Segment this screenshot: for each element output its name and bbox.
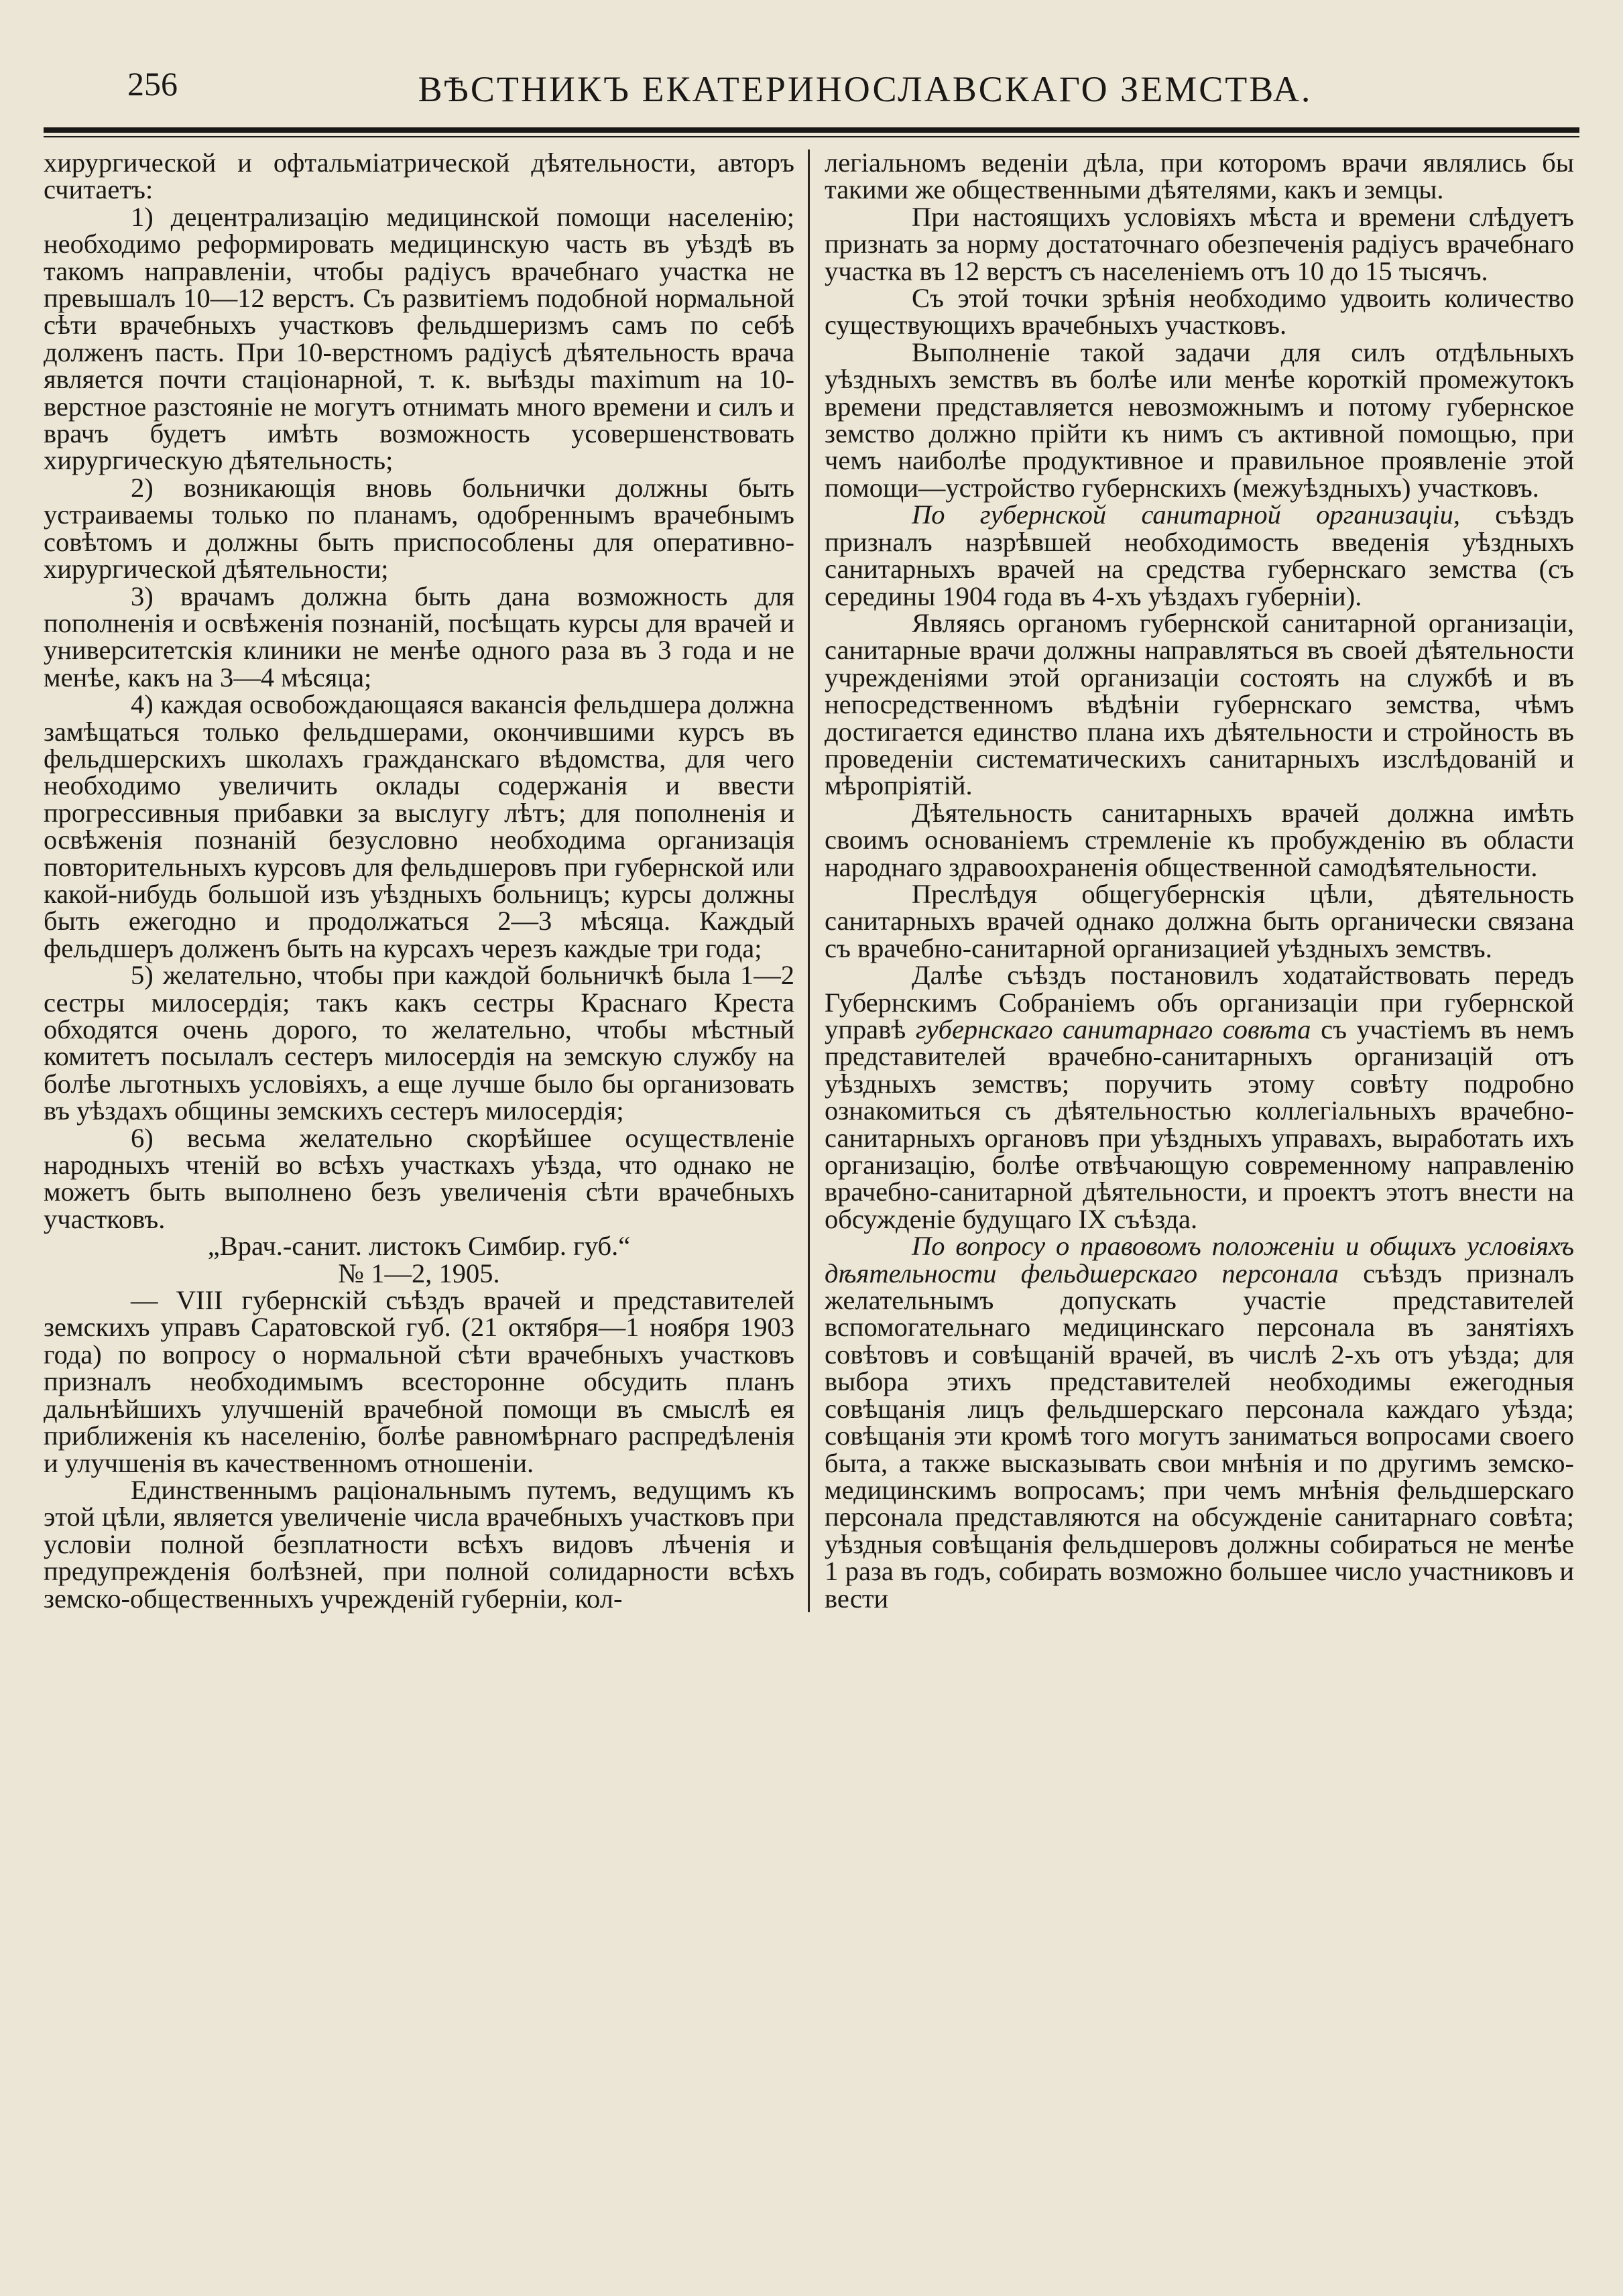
paragraph-text: съѣздъ призналъ назрѣвшей необходимость введенія уѣздныхъ санитарныхъ врачей на средства губернскаго земства (съ середины 1904 года въ 4-хъ уѣздахъ губерніи). [825,499,1574,611]
page-header [44,64,1579,127]
paragraph: Преслѣдуя общегубернскія цѣли, дѣятельность санитарныхъ врачей однако должна быть органически связана съ врачебно-санитарной организацией уѣздныхъ земствъ. [825,878,1574,963]
source-citation-issue: № 1—2, 1905. [338,1258,500,1288]
paragraph: 1) децентрализацію медицинской помощи населенію; необходимо реформировать медицинскую часть въ уѣздѣ въ такомъ направленіи, чтобы радіусъ врачебнаго участка не превышалъ 10—12 верстъ. Съ развитіемъ подобной нормальной сѣти врачебныхъ участковъ фельдшеризмъ самъ по себѣ долженъ пасть. При 10-верстномъ радіусѣ дѣятельность врача является почти стаціонарной, т. к. выѣзды maximum на 10-верстное разстояніе не могутъ отнимать много времени и силъ и врачъ будетъ имѣть возможность усовершенствовать хирургическую дѣятельность; [44,201,794,476]
paragraph-text: съѣздъ призналъ желательнымъ допускать участіе представителей вспомогательнаго медицинскаго персонала въ занятіяхъ совѣтовъ и совѣщаній врачей, въ числѣ 2-хъ отъ уѣзда; для выбора этихъ представителей необходимы ежегодныя совѣщанія лицъ фельдшерскаго персонала каждаго уѣзда; совѣщанія эти кромѣ того могутъ заниматься вопросами своего быта, а также высказывать свои мнѣнія и по другимъ земско-медицинскимъ вопросамъ; при чемъ мнѣнія фельдшерскаго персонала представляются на обсужденіе санитарнаго совѣта; уѣздныя совѣщанія фельдшеровъ должны собираться не менѣе 1 раза въ годъ, собирать возможно большее число участниковъ и вести [825,1258,1574,1614]
right-column [810,149,1574,1612]
italic-term: губернскаго санитарнаго совѣта [915,1014,1311,1044]
paragraph: 5) желательно, чтобы при каждой больничкѣ была 1—2 сестры милосердія; такъ какъ сестры Краснаго Креста обходятся очень дорого, то желательно, чтобы мѣстный комитетъ посылалъ сестеръ милосердія на земскую службу на болѣе льготныхъ условіяхъ, а еще лучше было бы организовать въ уѣздахъ общины земскихъ сестеръ милосердія; [44,960,794,1126]
left-column [44,149,808,1612]
paragraph [825,501,1574,610]
paragraph: Съ этой точки зрѣнія необходимо удвоить количество существующихъ врачебныхъ участковъ. [825,283,1574,341]
page-number: 256 [127,65,178,103]
header-rule-thick [44,127,1579,133]
paragraph [825,1233,1574,1612]
header-rule-thin [44,136,1579,137]
paragraph: 6) весьма желательно скорѣйшее осуществленіе народныхъ чтеній во всѣхъ участкахъ уѣзда, что однако не можетъ быть выполнено безъ увеличенія сѣти врачебныхъ участковъ. [44,1122,794,1234]
paragraph: Дѣятельность санитарныхъ врачей должна имѣть своимъ основаніемъ стремленіе къ пробужденію въ области народнаго здравоохраненія общественной самодѣятельности. [825,797,1574,882]
italic-heading: По вопросу о правовомъ положеніи и общихъ условіяхъ дѣятельности фельдшерскаго персонала [825,1231,1574,1288]
paragraph: При настоящихъ условіяхъ мѣста и времени слѣдуетъ признать за норму достаточнаго обезпеченія радіусъ врачебнаго участка въ 12 верстъ съ населеніемъ отъ 10 до 15 тысячъ. [825,201,1574,286]
paragraph: 3) врачамъ должна быть дана возможность для пополненія и освѣженія познаній, посѣщать курсы для врачей и университетскія клиники не менѣе одного раза въ 3 года и не менѣе, какъ на 3—4 мѣсяца; [44,581,794,692]
paragraph [825,962,1574,1233]
paragraph: легіальномъ веденіи дѣла, при которомъ врачи являлись бы такими же общественными дѣятелями, какъ и земцы. [825,147,1574,205]
paragraph: — VIII губернскій съѣздъ врачей и представителей земскихъ управъ Саратовской губ. (21 октября—1 ноября 1903 года) по вопросу о нормальной сѣти врачебныхъ участковъ призналъ необходимымъ всесторонне обсудить планъ дальнѣйшихъ улучшеній врачебной помощи въ смыслѣ ея приближенія къ населенію, болѣе равномѣрнаго распредѣленія и улучшенія въ качественномъ отношеніи. [44,1285,794,1478]
running-title: ВѢСТНИКЪ ЕКАТЕРИНОСЛАВСКАГО ЗЕМСТВА. [418,69,1313,109]
paragraph: Единственнымъ раціональнымъ путемъ, ведущимъ къ этой цѣли, является увеличеніе числа врачебныхъ участковъ при условіи полной безплатности всѣхъ видовъ лѣченія и предупрежденія болѣзней, при полной солидарности всѣхъ земско-общественныхъ учрежденій губерніи, кол- [44,1474,794,1614]
paragraph: 4) каждая освобождающаяся вакансія фельдшера должна замѣщаться только фельдшерами, окончившими курсъ въ фельдшерскихъ школахъ гражданскаго вѣдомства, для чего необходимо увеличить оклады содержанія и ввести прогрессивныя прибавки за выслугу лѣтъ; для пополненія и освѣженія познаній безусловно необходима организація повторительныхъ курсовъ для фельдшеровъ при губернской или какой-нибудь большой изъ уѣздныхъ больницъ; курсы должны быть ежегодно и продолжаться 2—3 мѣсяца. Каждый фельдшеръ долженъ быть на курсахъ черезъ каждые три года; [44,689,794,963]
paragraph-text: Далѣе съѣздъ постановилъ ходатайствовать передъ Губернскимъ Собраніемъ объ организаціи при губернской управѣ [825,960,1574,1044]
paragraph: Выполненіе такой задачи для силъ отдѣльныхъ уѣздныхъ земствъ въ болѣе или менѣе короткій промежутокъ времени представляется невозможнымъ и потому губернское земство должно прійти къ нимъ съ активной помощью, при чемъ наиболѣе продуктивное и правильное проявленіе этой помощи—устройство губернскихъ (межуѣздныхъ) участковъ. [825,337,1574,503]
text-columns [44,149,1579,1612]
italic-heading: По губернской санитарной организаціи, [912,499,1460,530]
paragraph: 2) возникающія вновь больнички должны быть устраиваемы только по планамъ, одобреннымъ врачебнымъ совѣтомъ и должны быть приспособлены для оперативно-хирургической дѣятельности; [44,472,794,585]
paragraph: Являясь органомъ губернской санитарной организаціи, санитарные врачи должны направляться въ своей дѣятельности учрежденіями этой организаціи состоять на службѣ и въ непосредственномъ вѣдѣніи губернскаго земства, чѣмъ достигается единство плана ихъ дѣятельности и стройность въ проведеніи систематическихъ санитарныхъ изслѣдованій и мѣропріятій. [825,607,1574,801]
paragraph-text: съ участіемъ въ немъ представителей врачебно-санитарныхъ организацій отъ уѣздныхъ земствъ; поручить этому совѣту подробно ознакомиться съ дѣятельностью коллегіальныхъ врачебно-санитарныхъ органовъ при уѣздныхъ управахъ, выработать ихъ организацію, болѣе отвѣчающую современному направленію врачебно-санитарной дѣятельности, и проектъ этотъ внести на обсужденіе будущаго IX съѣзда. [825,1014,1574,1234]
source-citation: „Врач.-санит. листокъ Симбир. губ.“ [207,1231,631,1262]
paragraph: хирургической и офтальміатрической дѣятельности, авторъ считаетъ: [44,147,794,205]
